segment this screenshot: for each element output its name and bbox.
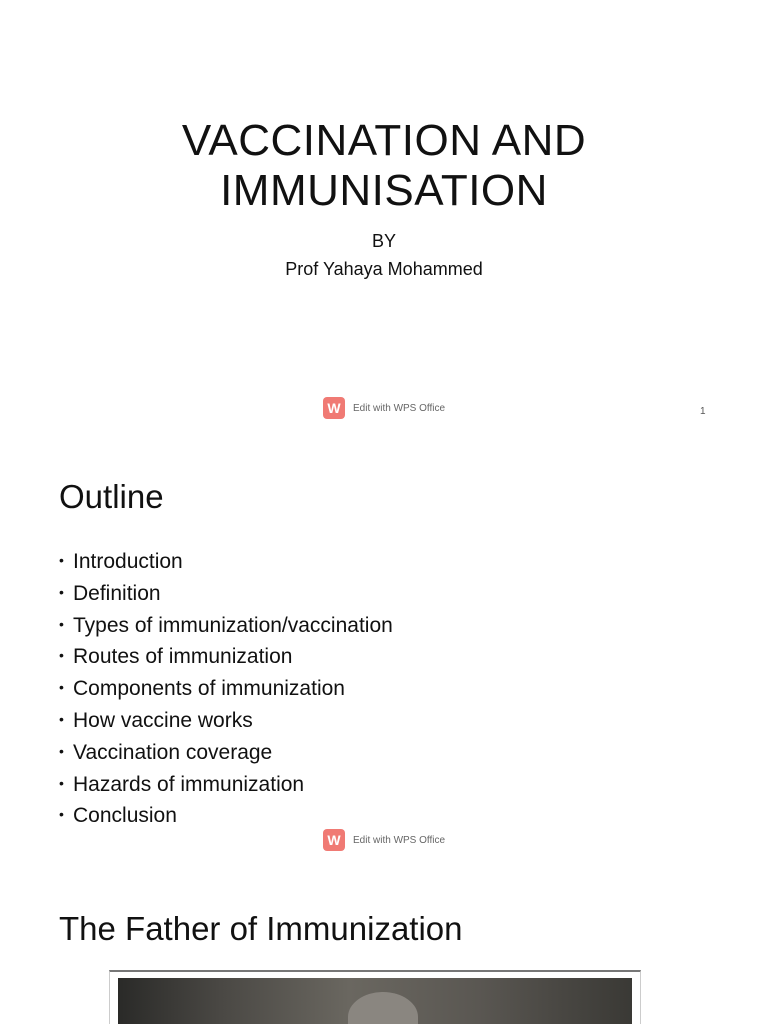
- slide-title: [0, 116, 768, 216]
- list-item-text: Types of immunization/vaccination: [73, 613, 393, 637]
- portrait-image: [109, 970, 641, 1024]
- bullet-icon: •: [59, 552, 64, 568]
- page-number: 1: [700, 406, 706, 417]
- list-item-text: Definition: [73, 581, 161, 605]
- list-item: [59, 641, 393, 673]
- wps-logo-icon: W: [323, 829, 345, 851]
- list-item-text: Components of immunization: [73, 677, 345, 701]
- bullet-icon: •: [59, 710, 64, 727]
- list-item: [59, 546, 393, 578]
- list-item-text: Routes of immunization: [73, 645, 293, 669]
- bullet-icon: •: [59, 774, 64, 791]
- bullet-icon: •: [59, 742, 64, 759]
- subtitle-by: BY: [371, 231, 396, 251]
- outline-heading: Outline: [59, 478, 164, 515]
- title-line-1: VACCINATION AND: [181, 116, 587, 165]
- bullet-icon: •: [59, 806, 64, 823]
- list-item: [59, 705, 393, 737]
- list-item: [59, 578, 393, 610]
- list-item-text: Hazards of immunization: [73, 772, 305, 796]
- list-item: [59, 737, 393, 769]
- list-item-text: Introduction: [73, 550, 183, 573]
- list-item: [59, 610, 393, 642]
- list-item-text: How vaccine works: [73, 708, 253, 732]
- list-item: [59, 769, 393, 801]
- list-item-text: Conclusion: [73, 804, 177, 828]
- title-slide: [0, 0, 768, 432]
- wps-watermark[interactable]: [323, 397, 445, 419]
- outline-list: [59, 546, 393, 832]
- title-line-2: IMMUNISATION: [220, 166, 548, 215]
- bullet-icon: •: [59, 679, 64, 696]
- subtitle-author: Prof Yahaya Mohammed: [285, 259, 483, 279]
- bullet-icon: •: [59, 615, 64, 632]
- father-heading: The Father of Immunization: [59, 910, 463, 947]
- bullet-icon: •: [59, 647, 64, 664]
- list-item-text: Vaccination coverage: [73, 740, 273, 764]
- bullet-icon: •: [59, 583, 64, 600]
- father-slide: [0, 864, 768, 1024]
- wps-watermark-text: Edit with WPS Office: [353, 402, 446, 414]
- wps-watermark[interactable]: [323, 829, 445, 851]
- wps-watermark-text: Edit with WPS Office: [353, 834, 446, 846]
- list-item: [59, 800, 393, 832]
- list-item: [59, 673, 393, 705]
- outline-slide: [0, 432, 768, 864]
- wps-logo-icon: W: [323, 397, 345, 419]
- portrait-painting: [118, 978, 632, 1024]
